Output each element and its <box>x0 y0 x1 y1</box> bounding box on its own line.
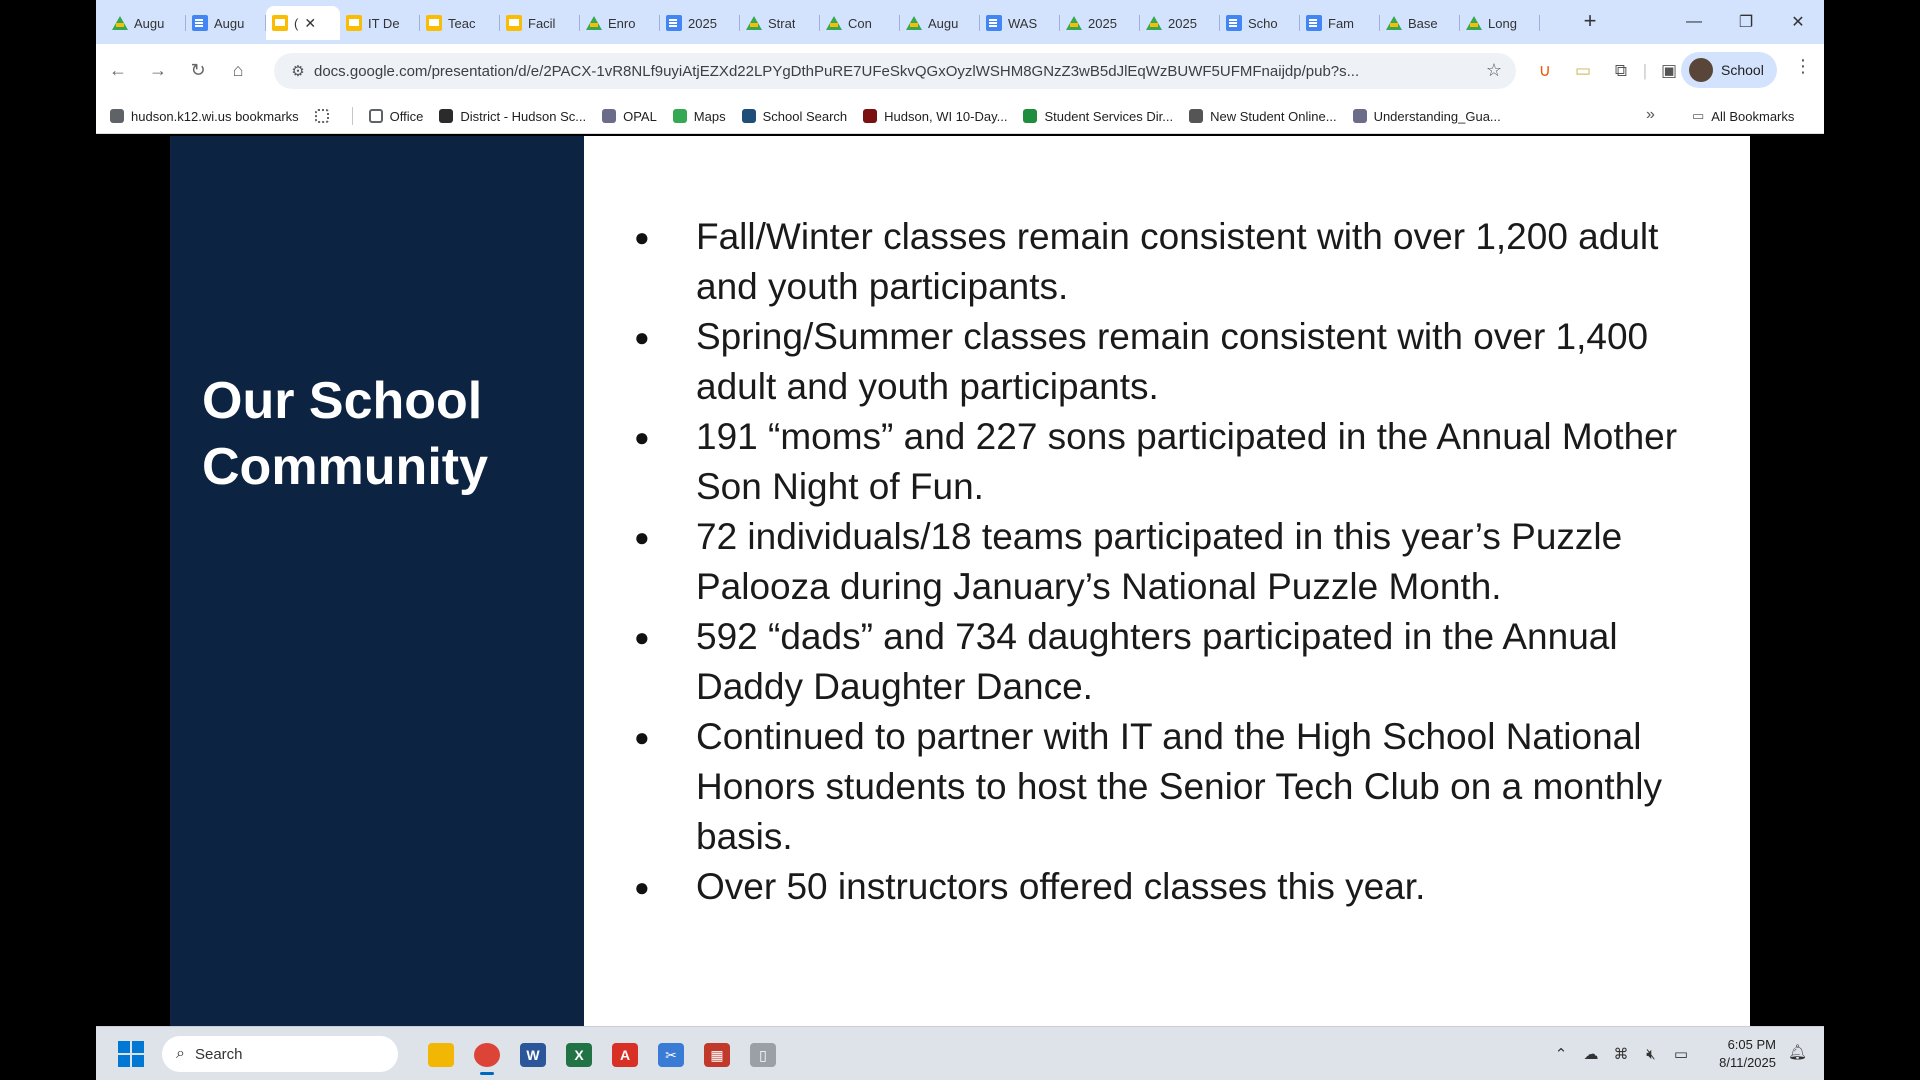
snipping-tool-icon: ✂ <box>658 1043 684 1067</box>
windows-logo-icon <box>132 1055 144 1067</box>
bookmark-favicon-icon <box>1189 109 1203 123</box>
taskbar-app[interactable] <box>602 1035 648 1075</box>
notepad-icon: ▯ <box>750 1043 776 1067</box>
bookmark-label: Understanding_Gua... <box>1373 108 1501 124</box>
menu-kebab-icon[interactable]: ⋮ <box>1794 56 1812 76</box>
taskbar-app[interactable] <box>464 1035 510 1075</box>
word-icon: W <box>520 1043 546 1067</box>
bookmark-favicon-icon <box>110 109 124 123</box>
forward-button[interactable]: → <box>149 59 167 80</box>
extension-icon[interactable]: ∪ <box>1538 61 1552 80</box>
all-bookmarks-button[interactable] <box>1692 98 1794 134</box>
taskbar-app[interactable] <box>648 1035 694 1075</box>
browser-tab[interactable] <box>1380 6 1460 40</box>
url-text[interactable]: docs.google.com/presentation/d/e/2PACX-1vR8NLf9uyiAtjEZXd22LPYgDthPuRE7UFeSkvQGxOyzlWSHM8GNzZ3wB5dJlEqWzBUWF5UFMFnaijdp/pub?s... <box>314 62 1360 80</box>
drive-icon <box>746 16 762 30</box>
bookmark-label: Office <box>389 108 424 124</box>
folder-icon: ▭ <box>1692 108 1705 123</box>
docs-icon <box>1306 15 1322 31</box>
bookmark-item[interactable] <box>673 109 726 124</box>
browser-tab[interactable] <box>580 6 660 40</box>
bookmark-item[interactable] <box>1353 109 1501 124</box>
tab-label: 2025 <box>1168 15 1197 31</box>
bookmark-label: District - Hudson Sc... <box>460 108 587 124</box>
notification-bell-icon[interactable]: 🔔︎ <box>1788 1044 1808 1061</box>
bookmark-item[interactable] <box>602 109 657 124</box>
docs-icon <box>192 15 208 31</box>
slides-icon <box>272 15 288 31</box>
browser-tab[interactable] <box>1060 6 1140 40</box>
chrome-icon <box>474 1043 500 1067</box>
window-controls <box>1668 0 1824 44</box>
browser-tab[interactable] <box>420 6 500 40</box>
browser-tab[interactable] <box>1460 6 1540 40</box>
slides-icon <box>506 15 522 31</box>
browser-tab[interactable] <box>266 6 340 40</box>
drive-icon <box>1466 16 1482 30</box>
bookmark-item[interactable] <box>315 109 336 123</box>
browser-tab[interactable] <box>1220 6 1300 40</box>
new-tab-button[interactable]: + <box>1583 8 1597 33</box>
remote-app-icon: ▦ <box>704 1043 730 1067</box>
tab-label: Augu <box>928 15 959 31</box>
address-bar[interactable] <box>274 53 1516 89</box>
bookmark-favicon-icon <box>673 109 687 123</box>
more-bookmarks-button[interactable]: » <box>1646 106 1655 123</box>
bookmark-label: OPAL <box>623 108 657 124</box>
bookmark-item[interactable] <box>369 109 424 124</box>
slide-title-panel <box>170 136 584 1026</box>
tab-label: Strat <box>768 15 796 31</box>
minimize-button[interactable]: — <box>1686 13 1702 30</box>
browser-tab[interactable] <box>660 6 740 40</box>
bookmark-label: New Student Online... <box>1210 108 1337 124</box>
home-button[interactable]: ⌂ <box>232 59 244 80</box>
volume-muted-icon[interactable]: 🔇︎ <box>1646 1045 1656 1063</box>
bookmark-favicon-icon <box>863 109 877 123</box>
close-window-button[interactable]: ✕ <box>1791 14 1805 31</box>
bookmarks-bar <box>96 98 1824 134</box>
bookmark-favicon-icon <box>602 109 616 123</box>
browser-tab[interactable] <box>740 6 820 40</box>
taskbar-app[interactable] <box>418 1035 464 1075</box>
clock[interactable] <box>1696 1036 1776 1072</box>
browser-tab[interactable] <box>900 6 980 40</box>
excel-icon: X <box>566 1043 592 1067</box>
bookmark-label: Student Services Dir... <box>1044 108 1174 124</box>
drive-icon <box>826 16 842 30</box>
taskbar-search[interactable] <box>162 1036 398 1072</box>
bookmark-star-icon[interactable]: ☆ <box>1485 60 1502 80</box>
bookmark-item[interactable] <box>863 109 1007 124</box>
docs-icon <box>666 15 682 31</box>
system-tray <box>1546 1037 1696 1071</box>
bookmark-label: hudson.k12.wi.us bookmarks <box>131 108 299 124</box>
windows-logo-icon <box>132 1041 144 1053</box>
tab-label: Augu <box>214 15 245 31</box>
slide-title: Our School Community <box>202 372 488 496</box>
bookmark-label: School Search <box>762 108 848 124</box>
tab-label: IT De <box>368 15 400 31</box>
browser-tab[interactable] <box>1300 6 1380 40</box>
windows-logo-icon <box>118 1041 130 1053</box>
drive-icon <box>586 16 602 30</box>
slide-bullet: ● Over 50 instructors offered classes this year. <box>634 862 1694 912</box>
search-label: Search <box>194 1045 243 1063</box>
drive-icon <box>1066 16 1082 30</box>
bookmark-item[interactable] <box>110 109 299 124</box>
bookmark-separator <box>352 107 353 125</box>
tab-label: Enro <box>608 15 636 31</box>
tab-label: Augu <box>134 15 165 31</box>
browser-window <box>96 0 1824 1080</box>
slide-bullet: ● Spring/Summer classes remain consistent with over 1,400 adult and youth participants. <box>634 312 1694 412</box>
browser-toolbar <box>96 44 1824 98</box>
bookmark-item[interactable] <box>1189 109 1336 124</box>
clock-time: 6:05 PM <box>1727 1037 1776 1052</box>
search-icon: ⌕ <box>176 1045 185 1062</box>
bookmark-item[interactable] <box>742 109 848 124</box>
close-tab-icon[interactable]: ✕ <box>304 14 317 31</box>
drive-icon <box>1146 16 1162 30</box>
bookmark-favicon-icon <box>439 109 453 123</box>
restore-button[interactable]: ❐ <box>1738 14 1754 31</box>
tab-label: ( <box>294 15 299 31</box>
docs-icon <box>986 15 1002 31</box>
docs-icon <box>1226 15 1242 31</box>
bookmark-favicon-icon <box>1353 109 1367 123</box>
apps-grid-icon <box>315 109 329 123</box>
site-info-icon[interactable]: ⚙ <box>291 63 305 80</box>
extension-icon[interactable]: ▭ <box>1574 61 1592 80</box>
bookmark-label: Maps <box>693 108 726 124</box>
windows-taskbar <box>96 1026 1824 1080</box>
avatar <box>1689 58 1713 82</box>
screen-search-icon[interactable]: ▣ <box>1660 61 1678 80</box>
windows-logo-icon <box>118 1055 130 1067</box>
tab-label: Teac <box>448 15 476 31</box>
slide-bullet: ● 72 individuals/18 teams participated in this year’s Puzzle Palooza during January’s National Puzzle Month. <box>634 512 1694 612</box>
folder-icon <box>369 109 383 123</box>
browser-tab[interactable] <box>1140 6 1220 40</box>
tab-label: 2025 <box>688 15 717 31</box>
network-icon[interactable]: ⌘ <box>1613 1046 1629 1063</box>
clock-date: 8/11/2025 <box>1719 1055 1776 1070</box>
tab-label: Facil <box>528 15 556 31</box>
taskbar-app[interactable] <box>740 1035 786 1075</box>
slides-icon <box>426 15 442 31</box>
tab-label: Scho <box>1248 15 1278 31</box>
extensions-puzzle-icon[interactable]: ⧉ <box>1614 61 1628 80</box>
tab-label: Long <box>1488 15 1517 31</box>
pinned-apps <box>418 1035 786 1075</box>
taskbar-app[interactable] <box>556 1035 602 1075</box>
tab-label: Con <box>848 15 872 31</box>
taskbar-app[interactable] <box>694 1035 740 1075</box>
profile-label: School <box>1721 62 1764 78</box>
tab-label: Fam <box>1328 15 1354 31</box>
slide-bullet: ● Continued to partner with IT and the High School National Honors students to host the Senior Tech Club on a monthly basis. <box>634 712 1694 862</box>
browser-tab[interactable] <box>820 6 900 40</box>
slide-bullet: ● Fall/Winter classes remain consistent with over 1,200 adult and youth participants. <box>634 212 1694 312</box>
browser-tab[interactable] <box>106 6 186 40</box>
tab-label: Base <box>1408 15 1438 31</box>
slide-bullet: ● 191 “moms” and 227 sons participated in the Annual Mother Son Night of Fun. <box>634 412 1694 512</box>
drive-icon <box>906 16 922 30</box>
back-button[interactable]: ← <box>109 59 127 80</box>
slide-bullet: ● 592 “dads” and 734 daughters participated in the Annual Daddy Daughter Dance. <box>634 612 1694 712</box>
presentation-slide <box>170 136 1750 1026</box>
file-explorer-icon <box>428 1043 454 1067</box>
drive-icon <box>112 16 128 30</box>
browser-tab[interactable] <box>500 6 580 40</box>
all-bookmarks-label: All Bookmarks <box>1711 108 1795 124</box>
tab-label: WAS <box>1008 15 1038 31</box>
bookmarks-list <box>110 98 1517 134</box>
bookmark-item[interactable] <box>1023 109 1173 124</box>
profile-button[interactable] <box>1681 52 1777 88</box>
chevron-up-icon[interactable]: ⌃ <box>1554 1046 1568 1063</box>
drive-icon <box>1386 16 1402 30</box>
bookmark-item[interactable] <box>439 109 586 124</box>
browser-tab[interactable] <box>980 6 1060 40</box>
tab-strip <box>96 0 1824 44</box>
reload-button[interactable]: ↻ <box>190 59 206 80</box>
separator: | <box>1642 61 1648 80</box>
bookmark-favicon-icon <box>742 109 756 123</box>
browser-tab[interactable] <box>186 6 266 40</box>
start-button[interactable] <box>118 1041 144 1067</box>
slide-bullet-list <box>634 212 1694 912</box>
bookmark-label: Hudson, WI 10-Day... <box>884 108 1008 124</box>
bookmark-favicon-icon <box>1023 109 1037 123</box>
onedrive-icon[interactable]: ☁ <box>1583 1046 1599 1063</box>
tab-label: 2025 <box>1088 15 1117 31</box>
slides-icon <box>346 15 362 31</box>
acrobat-icon: A <box>612 1043 638 1067</box>
browser-tab[interactable] <box>340 6 420 40</box>
tab-list <box>106 6 1540 40</box>
battery-icon[interactable]: ▭ <box>1673 1046 1689 1063</box>
taskbar-app[interactable] <box>510 1035 556 1075</box>
